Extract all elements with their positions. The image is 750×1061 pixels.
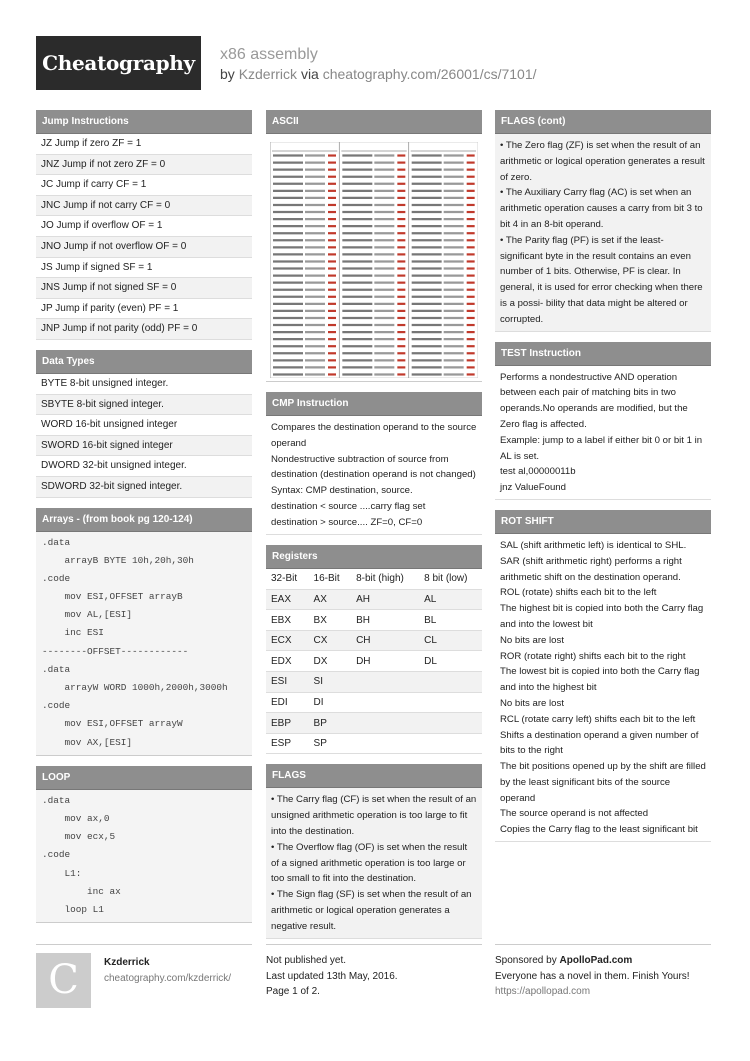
code-block (36, 790, 252, 923)
page-title: x86 assembly (220, 46, 318, 63)
code-line: .data (42, 663, 71, 675)
footer-sponsor (495, 944, 711, 1000)
table-cell: BL (419, 610, 482, 631)
rot-text (495, 534, 711, 842)
table-cell: ECX (266, 630, 309, 651)
arrays-section (36, 508, 252, 756)
section-header: Data Types (36, 350, 252, 374)
jump-list (36, 134, 252, 340)
page-number: Page 1 of 2. (266, 986, 320, 997)
table-cell: SI (309, 672, 352, 693)
table-row (266, 672, 482, 693)
table-cell: EDX (266, 651, 309, 672)
ascii-section (266, 110, 482, 382)
table-cell (419, 733, 482, 754)
table-row (266, 713, 482, 734)
text-line: test al,00000011b (500, 466, 576, 478)
table-row (266, 630, 482, 651)
section-header: Jump Instructions (36, 110, 252, 134)
table-cell: CH (351, 630, 419, 651)
footer-author-name[interactable]: Kzderrick (104, 957, 150, 968)
text-line: ROL (rotate) shifts each bit to the left (500, 587, 657, 599)
sponsor-prefix: Sponsored by (495, 955, 560, 966)
text-line: ROR (rotate right) shifts each bit to the right (500, 650, 686, 662)
text-line: • The Auxiliary Carry flag (AC) is set when an arithmetic operation causes a carry from bit 3 to bit 4 in an 8-bit operand. (500, 187, 703, 230)
list-item: JS Jump if signed SF = 1 (36, 258, 252, 279)
text-line: The highest bit is copied into both the Carry flag and into the lowest bit (500, 603, 704, 630)
text-line: Copies the Carry flag to the least significant bit (500, 824, 698, 836)
code-line: .code (42, 700, 71, 712)
table-row (266, 733, 482, 754)
text-line: No bits are lost (500, 634, 564, 646)
text-line: No bits are lost (500, 697, 564, 709)
table-cell: BX (309, 610, 352, 631)
section-header: CMP Instruction (266, 392, 482, 416)
list-item: JC Jump if carry CF = 1 (36, 175, 252, 196)
section-header: FLAGS (266, 764, 482, 788)
text-line: • The Sign flag (SF) is set when the result of an arithmetic or logical operation generates a negative result. (271, 889, 472, 932)
flags-text (266, 788, 482, 938)
list-item: JZ Jump if zero ZF = 1 (36, 134, 252, 155)
sponsor-name[interactable]: ApolloPad.com (559, 955, 633, 966)
column-header: 8-bit (high) (351, 569, 419, 590)
table-row (266, 610, 482, 631)
cheatography-logo[interactable]: Cheatography (36, 36, 201, 90)
table-cell (419, 672, 482, 693)
text-line: The bit positions opened up by the shift are filled by the least significant bits of the source operand (500, 761, 706, 804)
table-cell: AX (309, 589, 352, 610)
text-line: • The Zero flag (ZF) is set when the result of an arithmetic or logical operation generates a result of zero. (500, 140, 705, 183)
list-item: SWORD 16-bit signed integer (36, 436, 252, 457)
table-cell: DX (309, 651, 352, 672)
table-row (266, 651, 482, 672)
footer-status (266, 944, 482, 1000)
column-header: 8 bit (low) (419, 569, 482, 590)
list-item: JNC Jump if not carry CF = 0 (36, 196, 252, 217)
code-line: inc ESI (42, 627, 104, 639)
sponsor-tagline: Everyone has a novel in them. Finish Yours! (495, 970, 690, 982)
footer-author-url[interactable]: cheatography.com/kzderrick/ (104, 972, 232, 984)
code-line: L1: (42, 867, 82, 879)
code-line: mov ecx,5 (42, 831, 116, 843)
code-line: mov AL,[ESI] (42, 609, 133, 621)
table-cell (351, 692, 419, 713)
table-cell: BP (309, 713, 352, 734)
list-item: SDWORD 32-bit signed integer. (36, 477, 252, 498)
text-line: destination < source ....carry flag set (271, 500, 426, 512)
cmp-text (266, 416, 482, 535)
section-header: FLAGS (cont) (495, 110, 711, 134)
table-cell: EBX (266, 610, 309, 631)
list-item: JNO Jump if not overflow OF = 0 (36, 237, 252, 258)
text-line: jnz ValueFound (500, 482, 566, 494)
publish-status: Not published yet. (266, 955, 347, 966)
table-row (266, 589, 482, 610)
table-cell: DH (351, 651, 419, 672)
section-header: Arrays - (from book pg 120-124) (36, 508, 252, 532)
text-line: The lowest bit is copied into both the Carry flag and into the highest bit (500, 666, 700, 694)
table-cell: AL (419, 589, 482, 610)
test-text (495, 366, 711, 500)
section-header: Registers (266, 545, 482, 569)
table-header-row (266, 569, 482, 590)
code-line: .data (42, 536, 71, 548)
ascii-table-image (266, 134, 482, 382)
code-line: mov ESI,OFFSET arrayB (42, 591, 183, 603)
footer-author (36, 944, 252, 1024)
text-line: destination > source.... ZF=0, CF=0 (271, 516, 423, 528)
flags-section (266, 764, 482, 938)
text-line: Shifts a destination operand a given number of bits to the right (500, 729, 699, 757)
sponsor-url[interactable]: https://apollopad.com (495, 986, 591, 997)
table-cell: CX (309, 630, 352, 651)
via-label: via (300, 66, 319, 82)
table-cell (351, 733, 419, 754)
jump-instructions-section (36, 110, 252, 340)
text-line: RCL (rotate carry left) shifts each bit to the left (500, 713, 696, 725)
table-cell: ESI (266, 672, 309, 693)
list-item: JP Jump if parity (even) PF = 1 (36, 299, 252, 320)
rot-shift-section (495, 510, 711, 842)
text-line: Compares the destination operand to the source operand (271, 422, 477, 449)
code-line: .code (42, 849, 71, 861)
code-line: arrayB BYTE 10h,20h,30h (42, 554, 194, 566)
text-line: The source operand is not affected (500, 808, 649, 820)
code-line: loop L1 (42, 903, 104, 915)
source-url-link[interactable]: cheatography.com/26001/cs/7101/ (322, 66, 537, 82)
text-line: SAR (shift arithmetic right) performs a right arithmetic shift on the destination operand. (500, 555, 682, 583)
code-block (36, 532, 252, 756)
cmp-instruction-section (266, 392, 482, 535)
list-item: SBYTE 8-bit signed integer. (36, 395, 252, 416)
column-2 (266, 110, 482, 949)
table-cell (419, 713, 482, 734)
table-cell: CL (419, 630, 482, 651)
table-cell: BH (351, 610, 419, 631)
list-item: DWORD 32-bit unsigned integer. (36, 456, 252, 477)
registers-section (266, 545, 482, 755)
text-line: • The Parity flag (PF) is set if the least-significant byte in the result contains an even number of 1 bits. Otherwise, PF is clear. In general, it is used for error checking when there is a possi- bility that data might be altered or corrupted. (500, 234, 703, 325)
column-3 (495, 110, 711, 852)
section-header: LOOP (36, 766, 252, 790)
registers-table (266, 569, 482, 755)
list-item: JNS Jump if not signed SF = 0 (36, 278, 252, 299)
table-cell: EDI (266, 692, 309, 713)
author-link[interactable]: Kzderrick (238, 66, 298, 82)
text-line: Example: jump to a label if either bit 0 or bit 1 in AL is set. (500, 434, 703, 462)
section-header: ROT SHIFT (495, 510, 711, 534)
list-item: BYTE 8-bit unsigned integer. (36, 374, 252, 395)
byline (220, 66, 537, 82)
flags-cont-section (495, 110, 711, 332)
text-line: Performs a nondestructive AND operation between each pair of matching bits in two operands.No operands are modified, but the Zero flag is affected. (500, 371, 688, 430)
table-cell (419, 692, 482, 713)
code-line: inc ax (42, 885, 121, 897)
text-line: Nondestructive subtraction of source from destination (destination operand is not changed) Syntax: CMP destination, source. (271, 453, 476, 497)
list-item: JO Jump if overflow OF = 1 (36, 216, 252, 237)
code-line: --------OFFSET------------ (42, 645, 189, 657)
table-cell (351, 672, 419, 693)
avatar: C (36, 953, 91, 1008)
text-line: SAL (shift arithmetic left) is identical to SHL. (500, 539, 687, 551)
table-cell: DL (419, 651, 482, 672)
code-line: mov ax,0 (42, 812, 110, 824)
code-line: mov AX,[ESI] (42, 736, 133, 748)
column-header: 32-Bit (266, 569, 309, 590)
section-header: ASCII (266, 110, 482, 134)
ascii-table-picture (270, 142, 478, 378)
column-header: 16-Bit (309, 569, 352, 590)
table-row (266, 692, 482, 713)
code-line: .data (42, 794, 71, 806)
table-cell: EBP (266, 713, 309, 734)
code-line: mov ESI,OFFSET arrayW (42, 718, 183, 730)
text-line: • The Overflow flag (OF) is set when the result of a signed arithmetic operation is too large or too small to fit into the destination. (271, 841, 468, 885)
table-cell: SP (309, 733, 352, 754)
table-cell (351, 713, 419, 734)
test-instruction-section (495, 342, 711, 500)
table-cell: DI (309, 692, 352, 713)
list-item: JNZ Jump if not zero ZF = 0 (36, 155, 252, 176)
flags-cont-text (495, 134, 711, 332)
data-types-list (36, 374, 252, 498)
table-cell: EAX (266, 589, 309, 610)
table-cell: ESP (266, 733, 309, 754)
by-label: by (220, 66, 235, 82)
code-line: .code (42, 572, 71, 584)
data-types-section (36, 350, 252, 498)
loop-section (36, 766, 252, 923)
last-updated: Last updated 13th May, 2016. (266, 970, 398, 982)
section-header: TEST Instruction (495, 342, 711, 366)
column-1 (36, 110, 252, 933)
table-cell: AH (351, 589, 419, 610)
list-item: JNP Jump if not parity (odd) PF = 0 (36, 319, 252, 340)
list-item: WORD 16-bit unsigned integer (36, 415, 252, 436)
code-line: arrayW WORD 1000h,2000h,3000h (42, 682, 228, 693)
text-line: • The Carry flag (CF) is set when the result of an unsigned arithmetic operation is too large to fit into the destination. (271, 794, 477, 838)
